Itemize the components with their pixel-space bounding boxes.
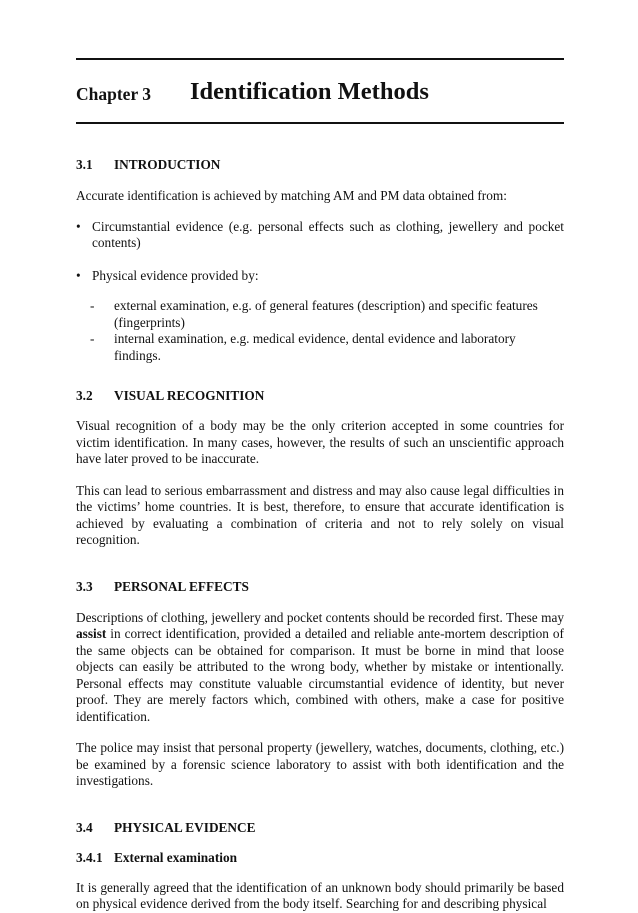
- text-run: in correct identification, provided a detailed and reliable ante-mortem description of the same objects can be obtained for comparison. It must be borne in mind that loose objects can easily be attributed to the wrong body, whether by mistake or intentionally. Personal effects may constitute valuable circumstantial evidence of identity, but never proof. They are merely factors which, combined with others, make a case for positive identification.: [76, 626, 564, 724]
- text-run: Descriptions of clothing, jewellery and pocket contents should be recorded first. These may: [76, 609, 564, 625]
- bullet-icon: •: [76, 218, 81, 234]
- bold-text: assist: [76, 626, 107, 641]
- section-title: VISUAL RECOGNITION: [114, 388, 265, 403]
- bullet-icon: •: [76, 267, 81, 283]
- paragraph: The police may insist that personal property (jewellery, watches, documents, clothing, etc.) be examined by a forensic science laboratory to assist with both identification and the investigations.: [76, 740, 564, 788]
- section-title: PERSONAL EFFECTS: [114, 578, 249, 594]
- intro-paragraph: Accurate identification is achieved by matching AM and PM data obtained from:: [76, 188, 507, 203]
- chapter-label: Chapter 3: [76, 84, 152, 104]
- chapter-header: [76, 78, 564, 112]
- section-heading-introduction: [76, 157, 564, 173]
- section-heading-visual-recognition: [76, 388, 564, 404]
- bottom-rule: [76, 122, 564, 124]
- evidence-bullet-list: [76, 219, 564, 285]
- paragraph: [76, 610, 564, 726]
- subsection-heading-external-examination: [76, 850, 564, 866]
- paragraph: It is generally agreed that the identification of an unknown body should primarily be based on physical evidence derived from the body itself. Searching for and describing physical: [76, 879, 564, 911]
- bullet-text: Circumstantial evidence (e.g. personal effects such as clothing, jewellery and pocket contents): [92, 218, 564, 250]
- dash-icon: -: [90, 298, 95, 313]
- section-heading-physical-evidence: [76, 820, 564, 836]
- section-number: 3.4: [76, 819, 93, 835]
- subsection-number: 3.4.1: [76, 849, 103, 865]
- paragraph: This can lead to serious embarrassment and distress and may also cause legal difficulties in the victims’ home countries. It is best, therefore, to ensure that accurate identification is achieved by evaluating a combination of criteria and not to rely solely on visual recognition.: [76, 482, 564, 547]
- section-number: 3.3: [76, 578, 93, 594]
- bullet-item-circumstantial: [76, 219, 564, 252]
- section-number: 3.1: [76, 157, 93, 172]
- document-body: [76, 157, 564, 913]
- physical-evidence-sublist: [76, 298, 564, 364]
- top-rule: [76, 58, 564, 60]
- subsection-title: External examination: [114, 849, 237, 865]
- paragraph: Visual recognition of a body may be the only criterion accepted in some countries for victim identification. In many cases, however, the results of such an unscientific approach have later proved to be inaccurate.: [76, 418, 564, 466]
- subitem-external: [76, 298, 539, 331]
- subitem-text: internal examination, e.g. medical evidence, dental evidence and laboratory findings.: [114, 331, 516, 363]
- section-title: INTRODUCTION: [114, 157, 221, 172]
- chapter-title: Identification Methods: [190, 78, 429, 105]
- section-number: 3.2: [76, 388, 93, 403]
- dash-icon: -: [90, 331, 95, 346]
- subitem-text: external examination, e.g. of general features (description) and specific features (fingerprints): [114, 298, 538, 330]
- bullet-item-physical: [76, 268, 564, 285]
- bullet-text: Physical evidence provided by:: [92, 267, 259, 283]
- section-heading-personal-effects: [76, 579, 564, 595]
- subitem-internal: [76, 331, 539, 364]
- section-title: PHYSICAL EVIDENCE: [114, 819, 256, 835]
